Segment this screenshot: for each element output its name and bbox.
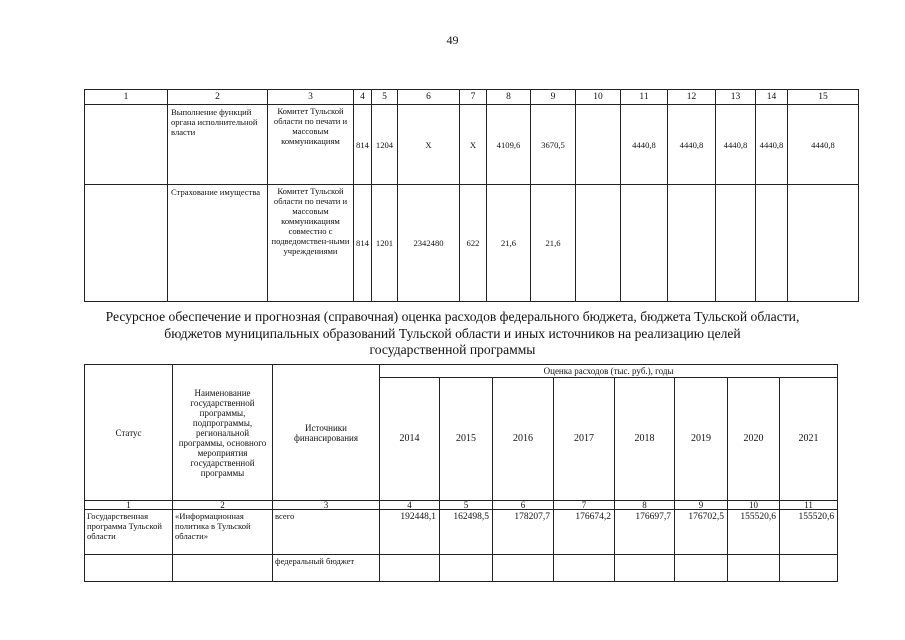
value-cell (493, 555, 554, 582)
table-cell (621, 185, 668, 302)
table-cell: 21,6 (487, 185, 531, 302)
heading-line: Ресурсное обеспечение и прогнозная (справочная) оценка расходов федерального бюджета, бюджета Тульской области, (105, 309, 800, 324)
page-number: 49 (446, 33, 459, 47)
table-row (85, 510, 838, 555)
table-row (85, 555, 838, 582)
column-number: 11 (621, 90, 668, 105)
column-number: 9 (531, 90, 576, 105)
program-name-cell (173, 555, 273, 582)
program-name-header: Наименование государственной программы, подпрограммы, региональной программы, основного мероприятия государственной программы (173, 365, 273, 501)
activity-name-cell: Страхование имущества (168, 185, 268, 302)
table-cell (85, 105, 168, 185)
table-cell: 4440,8 (788, 105, 859, 185)
executor-cell: Комитет Тульской области по печати и массовым коммуникациям (268, 105, 354, 185)
year-header: 2014 (380, 378, 440, 501)
table-row (85, 185, 859, 302)
column-number: 15 (788, 90, 859, 105)
status-cell: Государственная программа Тульской области (85, 510, 173, 555)
table-cell: 4109,6 (487, 105, 531, 185)
table-cell (756, 185, 788, 302)
value-cell: 176674,2 (554, 510, 615, 555)
column-number: 13 (716, 90, 756, 105)
column-number: 10 (576, 90, 621, 105)
column-number: 9 (675, 501, 728, 510)
heading-line: государственной программы (369, 342, 536, 357)
activity-name-cell: Выполнение функций органа исполнительной власти (168, 105, 268, 185)
year-header: 2021 (780, 378, 838, 501)
column-number: 10 (728, 501, 780, 510)
table-cell: 4440,8 (621, 105, 668, 185)
table-header-row (85, 365, 838, 378)
column-number: 8 (615, 501, 675, 510)
source-cell: всего (273, 510, 380, 555)
value-cell (440, 555, 493, 582)
table-cell: 4440,8 (668, 105, 716, 185)
table-cell: 1201 (372, 185, 398, 302)
table-cell: 21,6 (531, 185, 576, 302)
year-header: 2017 (554, 378, 615, 501)
status-cell (85, 555, 173, 582)
table-cell: 622 (460, 185, 487, 302)
table-cell: 814 (354, 105, 372, 185)
column-number: 5 (440, 501, 493, 510)
table-cell: 1204 (372, 105, 398, 185)
table-cell: 2342480 (398, 185, 460, 302)
column-number: 6 (398, 90, 460, 105)
value-cell (380, 555, 440, 582)
resource-table (84, 364, 838, 582)
sources-header: Источники финансирования (273, 365, 380, 501)
column-number: 14 (756, 90, 788, 105)
value-cell: 155520,6 (780, 510, 838, 555)
heading-line: бюджетов муниципальных образований Тульской области и иных источников на реализацию целей (164, 325, 741, 341)
value-cell: 176702,5 (675, 510, 728, 555)
table-cell (716, 185, 756, 302)
column-number: 3 (268, 90, 354, 105)
column-number: 2 (173, 501, 273, 510)
year-header: 2018 (615, 378, 675, 501)
column-number: 11 (780, 501, 838, 510)
value-cell (615, 555, 675, 582)
column-number: 6 (493, 501, 554, 510)
value-cell (780, 555, 838, 582)
value-cell: 162498,5 (440, 510, 493, 555)
value-cell (675, 555, 728, 582)
executor-cell: Комитет Тульской области по печати и массовым коммуникациям совместно с подведомствен-ными учреждениями (268, 185, 354, 302)
table-header-row (85, 90, 859, 105)
table-cell: 4440,8 (756, 105, 788, 185)
budget-table-continuation (84, 89, 859, 302)
column-number: 5 (372, 90, 398, 105)
table-row (85, 105, 859, 185)
column-number: 1 (85, 501, 173, 510)
year-header: 2020 (728, 378, 780, 501)
year-header: 2015 (440, 378, 493, 501)
column-number: 12 (668, 90, 716, 105)
table-cell (788, 185, 859, 302)
expense-estimate-header: Оценка расходов (тыс. руб.), годы (380, 365, 838, 378)
value-cell (554, 555, 615, 582)
column-number: 3 (273, 501, 380, 510)
section-heading (40, 309, 865, 359)
column-number: 7 (460, 90, 487, 105)
column-number: 1 (85, 90, 168, 105)
column-number: 8 (487, 90, 531, 105)
value-cell: 192448,1 (380, 510, 440, 555)
table-cell (576, 185, 621, 302)
status-header: Статус (85, 365, 173, 501)
year-header: 2019 (675, 378, 728, 501)
value-cell: 176697,7 (615, 510, 675, 555)
column-numbers-row (85, 501, 838, 510)
table-cell (668, 185, 716, 302)
table-cell (85, 185, 168, 302)
column-number: 4 (354, 90, 372, 105)
table-cell: 4440,8 (716, 105, 756, 185)
table-cell: 3670,5 (531, 105, 576, 185)
table-cell: X (460, 105, 487, 185)
column-number: 2 (168, 90, 268, 105)
year-header: 2016 (493, 378, 554, 501)
column-number: 4 (380, 501, 440, 510)
table-cell (576, 105, 621, 185)
source-cell: федеральный бюджет (273, 555, 380, 582)
program-name-cell: «Информационная политика в Тульской области» (173, 510, 273, 555)
value-cell: 155520,6 (728, 510, 780, 555)
table-cell: X (398, 105, 460, 185)
table-cell: 814 (354, 185, 372, 302)
value-cell: 178207,7 (493, 510, 554, 555)
value-cell (728, 555, 780, 582)
column-number: 7 (554, 501, 615, 510)
